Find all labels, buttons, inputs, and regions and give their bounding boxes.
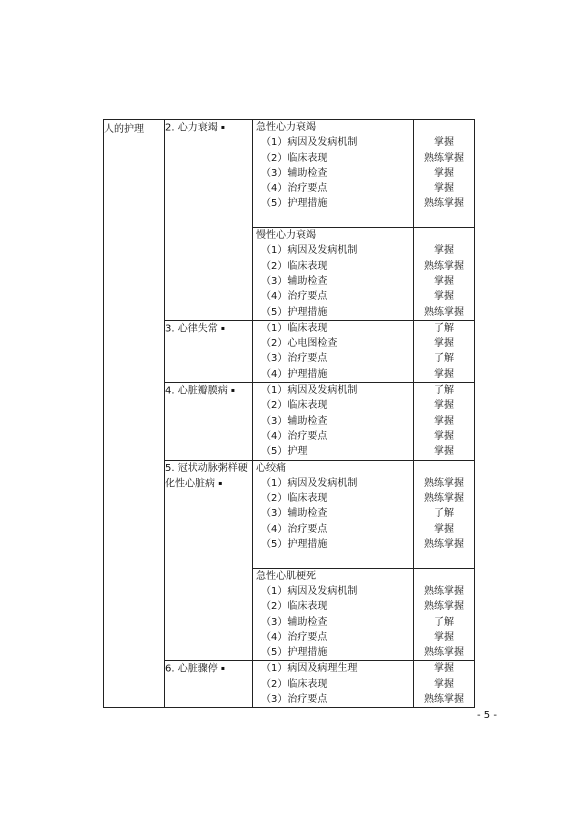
mastery-level: 掌握: [434, 430, 454, 442]
blank-line: [253, 212, 413, 227]
mastery-level: 熟练掌握: [424, 601, 464, 613]
topic-title: [165, 461, 252, 492]
mastery-level: 掌握: [434, 167, 454, 179]
mastery-level: 掌握: [434, 400, 454, 412]
module-title: 人的护理: [104, 124, 144, 135]
page-number: - 5 -: [477, 710, 497, 721]
topic-cell: [165, 383, 253, 460]
content-item: （1）病因及发病机制: [261, 477, 358, 489]
mastery-level: 掌握: [434, 183, 454, 195]
content-item: （2）临床表现: [261, 260, 328, 272]
mastery-level: 掌握: [434, 678, 454, 690]
subtopic-heading: 急性心肌梗死: [256, 570, 316, 582]
level-cell: [414, 120, 475, 228]
topic-cell: [165, 320, 253, 382]
mastery-level: 熟练掌握: [424, 306, 464, 318]
level-spacer: [414, 461, 474, 476]
content-item: （2）临床表现: [261, 152, 328, 164]
content-item: （2）心电图检查: [261, 338, 338, 350]
content-item: （1）病因及发病机制: [261, 137, 358, 149]
mastery-level: 了解: [434, 322, 454, 334]
subtopic-heading: 心绞痛: [256, 462, 286, 474]
mastery-level: 熟练掌握: [424, 693, 464, 705]
content-item: （4）治疗要点: [261, 291, 328, 303]
content-cell: [253, 228, 414, 321]
topic-title-text: 5. 冠状动脉粥样硬化性心脏病: [165, 462, 248, 490]
content-cell: [253, 383, 414, 460]
topic-cell: [165, 460, 253, 661]
syllabus-table-body: [104, 120, 475, 708]
topic-cell: [165, 120, 253, 321]
mastery-level: 掌握: [434, 245, 454, 257]
mastery-level: 掌握: [434, 415, 454, 427]
content-item: （2）临床表现: [261, 678, 328, 690]
mastery-level: 了解: [434, 385, 454, 397]
level-cell: [414, 228, 475, 321]
mastery-level: 熟练掌握: [424, 585, 464, 597]
content-item: （5）护理: [261, 446, 308, 458]
mastery-level: 掌握: [434, 368, 454, 380]
level-cell: [414, 460, 475, 568]
mastery-level: 掌握: [434, 523, 454, 535]
content-cell: [253, 320, 414, 382]
topic-title: [165, 383, 252, 399]
mastery-level: 了解: [434, 353, 454, 365]
mastery-level: 掌握: [434, 446, 454, 458]
content-item: （4）治疗要点: [261, 631, 328, 643]
topic-title-text: 6. 心脏骤停: [165, 664, 218, 676]
mastery-level: 熟练掌握: [424, 152, 464, 164]
content-item: （1）病因及发病机制: [261, 585, 358, 597]
key-point-mark: ▪: [220, 124, 225, 131]
module-cell: [104, 120, 165, 708]
content-item: （1）病因及病理生理: [261, 663, 358, 675]
content-item: （1）临床表现: [261, 322, 328, 334]
content-item: （3）辅助检查: [261, 275, 328, 287]
topic-title: [165, 120, 252, 136]
mastery-level: 了解: [434, 616, 454, 628]
content-item: （5）护理措施: [261, 647, 328, 659]
mastery-level: 掌握: [434, 631, 454, 643]
content-cell: [253, 568, 414, 661]
topic-title-text: 4. 心脏瓣膜病: [165, 385, 228, 397]
content-item: （5）护理措施: [261, 198, 328, 210]
mastery-level: 掌握: [434, 663, 454, 675]
topic-cell: [165, 661, 253, 708]
mastery-level: 熟练掌握: [424, 260, 464, 272]
blank-line: [414, 552, 474, 567]
mastery-level: 掌握: [434, 275, 454, 287]
mastery-level: 熟练掌握: [424, 493, 464, 505]
content-item: （4）治疗要点: [261, 430, 328, 442]
content-item: （2）临床表现: [261, 493, 328, 505]
key-point-mark: ▪: [220, 324, 225, 332]
content-item: （3）辅助检查: [261, 415, 328, 427]
topic-title-text: 2. 心力衰竭: [165, 122, 218, 134]
mastery-level: 熟练掌握: [424, 198, 464, 210]
level-spacer: [414, 569, 474, 584]
mastery-level: 熟练掌握: [424, 539, 464, 551]
topic-title: [165, 321, 252, 337]
level-spacer: [414, 120, 474, 135]
content-item: （3）治疗要点: [261, 353, 328, 365]
content-item: （4）治疗要点: [261, 523, 328, 535]
mastery-level: 了解: [434, 508, 454, 520]
content-cell: [253, 120, 414, 228]
mastery-level: 掌握: [434, 291, 454, 303]
level-cell: [414, 568, 475, 661]
content-cell: [253, 661, 414, 708]
content-item: （3）辅助检查: [261, 616, 328, 628]
syllabus-row: [104, 120, 475, 228]
key-point-mark: ▪: [218, 479, 223, 487]
mastery-level: 掌握: [434, 338, 454, 350]
blank-line: [414, 212, 474, 227]
syllabus-table: [103, 119, 475, 708]
content-item: （2）临床表现: [261, 601, 328, 613]
content-item: （3）辅助检查: [261, 508, 328, 520]
topic-title: [165, 661, 252, 677]
level-cell: [414, 383, 475, 460]
content-item: （2）临床表现: [261, 400, 328, 412]
content-item: （5）护理措施: [261, 539, 328, 551]
content-item: （3）辅助检查: [261, 167, 328, 179]
key-point-mark: ▪: [220, 665, 225, 673]
mastery-level: 熟练掌握: [424, 477, 464, 489]
content-item: （4）护理措施: [261, 368, 328, 380]
content-item: （5）护理措施: [261, 306, 328, 318]
content-item: （3）治疗要点: [261, 693, 328, 705]
level-cell: [414, 661, 475, 708]
key-point-mark: ▪: [230, 387, 235, 395]
content-item: （4）治疗要点: [261, 183, 328, 195]
content-cell: [253, 460, 414, 568]
content-item: （1）病因及发病机制: [261, 385, 358, 397]
mastery-level: 熟练掌握: [424, 647, 464, 659]
subtopic-heading: 急性心力衰竭: [256, 122, 316, 133]
subtopic-heading: 慢性心力衰竭: [256, 230, 316, 242]
mastery-level: 掌握: [434, 137, 454, 149]
level-spacer: [414, 228, 474, 243]
topic-title-text: 3. 心律失常: [165, 323, 218, 335]
content-item: （1）病因及发病机制: [261, 245, 358, 257]
level-cell: [414, 320, 475, 382]
blank-line: [253, 552, 413, 567]
